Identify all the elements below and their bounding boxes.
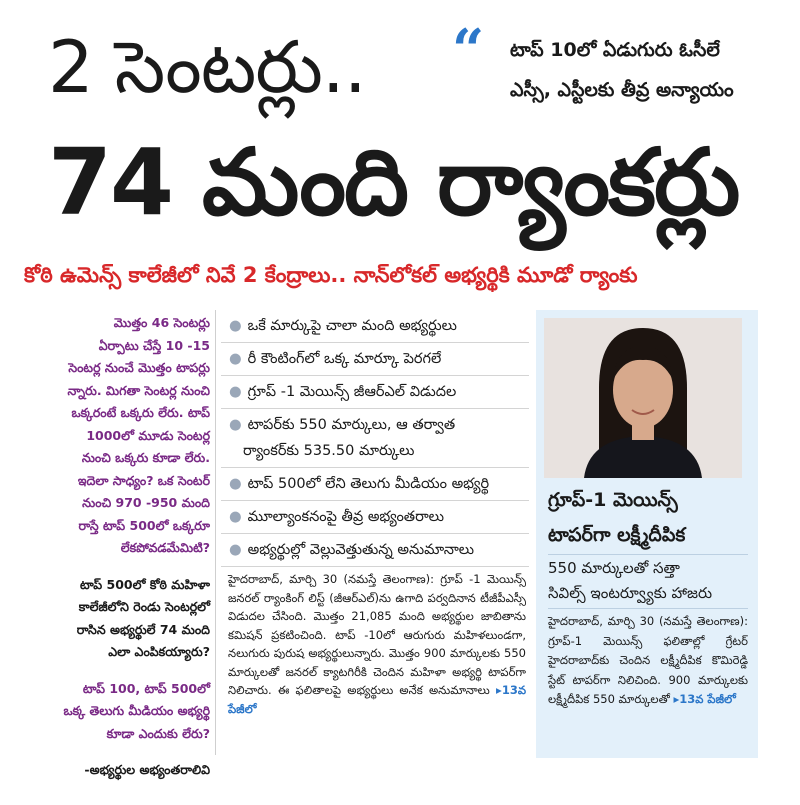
highlight-item: ● రీ కౌంటింగ్‌లో ఒక్క మార్కూ పెరగలే bbox=[221, 343, 529, 376]
objection-paragraph-2: టాప్ 500లో కోఠి మహిళా కాలేజీలోని రెండు సెంటర్లలో రాసిన అభ్యర్థులే 74 మంది ఎలా ఎంపికయ్యారు? bbox=[76, 576, 210, 659]
column-divider bbox=[215, 310, 216, 755]
highlight-item: ● గ్రూప్ -1 మెయిన్స్ జీఆర్ఎల్ విడుదల bbox=[221, 376, 529, 409]
objection-paragraph-1: మొత్తం 46 సెంటర్లు ఏర్పాటు చేస్తే 10 -15 సెంటర్ల నుంచే మొత్తం టాపర్లు న్నారు. మిగతా సెంటర్ల నుంచి ఒక్కరంటే ఒక్కరు లేరు. టాప్ 1000లో మూడు సెంటర్ల నుంచి ఒక్కరు కూడా లేరు. ఇదెలా సాధ్యం? ఒక సెంటర్ నుంచి 970 -950 మంది రాస్తే టాప్ 500లో ఒక్కరూ లేకపోవడమేమిటి? bbox=[67, 315, 210, 555]
highlight-item: ● టాపర్‌కు 550 మార్కులు, ఆ తర్వాత ర్యాంకర్‌కు 535.50 మార్కులు bbox=[221, 409, 529, 468]
box-divider bbox=[548, 608, 748, 609]
bullet-dot-icon: ● bbox=[229, 318, 242, 334]
topper-article-body: హైదరాబాద్, మార్చి 30 (నమస్తే తెలంగాణ): గ్రూప్-1 మెయిన్స్ ఫలితాల్లో గ్రేటర్ హైదరాబాద్‌కు చెందిన లక్ష్మీదీపిక కొమిరెడ్డి స్టేట్ టాపర్‌గా నిలిచింది. 900 మార్కులకు లక్ష్మీదీపిక 550 మార్కులతో ▸13వ పేజీలో bbox=[548, 614, 748, 706]
bullet-dot-icon: ● bbox=[229, 351, 242, 367]
headline-line-1: 2 సెంటర్లు.. bbox=[48, 25, 366, 109]
bullet-dot-icon: ● bbox=[229, 509, 242, 525]
continued-on-page: 13వ పేజీలో bbox=[679, 692, 736, 706]
objection-paragraph-3: టాప్ 100, టాప్ 500లో ఒక్క తెలుగు మీడియం అభ్యర్థి కూడా ఎందుకు లేరు? bbox=[63, 680, 210, 741]
topper-headline: గ్రూప్-1 మెయిన్స్ టాపర్‌గా లక్ష్మీదీపిక bbox=[548, 489, 686, 546]
topper-photo bbox=[544, 318, 742, 478]
highlight-item: ● మూల్యాంకనంపై తీవ్ర అభ్యంతరాలు bbox=[221, 501, 529, 534]
topper-box bbox=[536, 310, 758, 758]
highlight-item: ● టాప్ 500లో లేని తెలుగు మీడియం అభ్యర్థి bbox=[221, 468, 529, 501]
highlight-item: ● అభ్యర్థుల్లో వెల్లువెత్తుతున్న అనుమానాలు bbox=[221, 534, 529, 567]
main-article-body: హైదరాబాద్, మార్చి 30 (నమస్తే తెలంగాణ): గ్రూప్ -1 మెయిన్స్ జనరల్ ర్యాంకింగ్ లిస్ట్ (జీఆర్ఎల్)ను ఉగాది పర్వదినాన టీజీపీఎస్సీ విడుదల చేసింది. మొత్తం 21,085 మంది అభ్యర్థుల జాబితాను కమిషన్ ప్రకటించింది. టాప్ -10లో ఆరుగురు మహిళలుండగా, నలుగురు పురుష అభ్యర్థులున్నారు. మొత్తం 900 మార్కులకు 550 మార్కులతో జనరల్ క్యాటగిరీకి చెందిన మహిళా అభ్యర్థి టాపర్‌గా నిలిచారు. ఈ ఫలితాలపై అభ్యర్థులు అనేక అనుమానాలు ▸13వ పేజీలో bbox=[228, 572, 526, 716]
bullet-dot-icon: ● bbox=[229, 417, 242, 433]
portrait-illustration bbox=[544, 318, 742, 478]
quote-line-1: టాప్ 10లో ఏడుగురు ఓసీలే bbox=[510, 39, 720, 61]
box-divider bbox=[548, 554, 748, 555]
objections-column bbox=[30, 312, 210, 782]
continued-on-page: 13వ పేజీలో bbox=[228, 683, 526, 716]
objection-attribution: -అభ్యర్థుల అభ్యంతరాలివి bbox=[84, 762, 210, 777]
bullet-dot-icon: ● bbox=[229, 542, 242, 558]
quote-block bbox=[510, 30, 734, 110]
highlight-item: ● ఒకే మార్కుపై చాలా మంది అభ్యర్థులు bbox=[221, 310, 529, 343]
red-subheadline: కోఠి ఉమెన్స్ కాలేజీలో నివే 2 కేంద్రాలు.. నాన్‌లోకల్ అభ్యర్థికి మూడో ర్యాంకు bbox=[24, 263, 638, 287]
quote-mark-icon: “ bbox=[452, 17, 485, 83]
quote-line-2: ఎస్సీ, ఎస్టీలకు తీవ్ర అన్యాయం bbox=[510, 79, 734, 101]
continued-arrow-icon: ▸ bbox=[496, 683, 502, 697]
topper-subheadline: 550 మార్కులతో సత్తా సివిల్స్ ఇంటర్వ్యూకు హాజరు bbox=[548, 559, 713, 602]
highlights-list bbox=[221, 310, 529, 567]
bullet-dot-icon: ● bbox=[229, 384, 242, 400]
bullet-dot-icon: ● bbox=[229, 476, 242, 492]
headline-line-2: 74 మంది ర్యాంకర్లు bbox=[48, 129, 739, 236]
continued-arrow-icon: ▸ bbox=[673, 692, 680, 706]
